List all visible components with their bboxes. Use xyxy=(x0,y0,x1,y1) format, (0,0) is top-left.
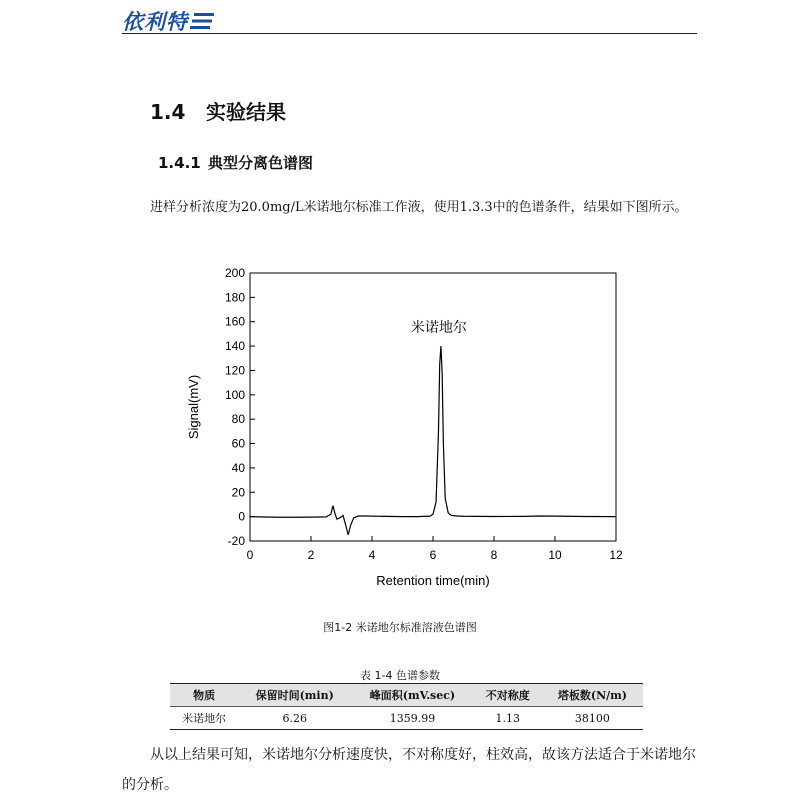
cell-plate-count: 38100 xyxy=(542,707,643,730)
header-substance: 物质 xyxy=(170,684,238,707)
x-tick-label: 4 xyxy=(368,548,376,562)
logo-text: 依利特 xyxy=(122,10,188,34)
y-axis-label: Signal(mV) xyxy=(186,374,201,440)
section-number: 1.4 xyxy=(150,100,186,124)
table-header-row xyxy=(170,684,643,707)
section-title: 实验结果 xyxy=(206,100,286,124)
subsection-number: 1.4.1 xyxy=(158,154,201,172)
plot-frame xyxy=(250,273,616,541)
x-tick-label: 8 xyxy=(490,548,498,562)
header-plate-count: 塔板数(N/m) xyxy=(542,684,643,707)
header-asymmetry: 不对称度 xyxy=(474,684,542,707)
y-tick-label: 200 xyxy=(224,266,245,280)
x-tick-label: 2 xyxy=(307,548,315,562)
header-peak-area: 峰面积(mV.sec) xyxy=(351,684,473,707)
x-tick-label: 10 xyxy=(548,548,562,562)
peak-annotation-label: 米诺地尔 xyxy=(410,320,467,337)
y-tick-label: 80 xyxy=(231,412,245,427)
signal-series-line xyxy=(250,346,616,535)
cell-retention-time: 6.26 xyxy=(238,707,351,730)
table-row xyxy=(170,707,643,730)
y-tick-label: -20 xyxy=(227,534,245,548)
intro-paragraph: 进样分析浓度为20.0mg/L米诺地尔标准工作液，使用1.3.3中的色谱条件，结果如下图所示。 xyxy=(150,200,688,215)
y-tick-label: 60 xyxy=(231,436,245,451)
table-caption: 表 1-4 色谱参数 xyxy=(360,669,440,682)
conclusion-paragraph: 从以上结果可知，米诺地尔分析速度快，不对称度好，柱效高，故该方法适合于米诺地尔的分析。 xyxy=(122,747,696,793)
x-axis-label: Retention time(min) xyxy=(376,573,490,588)
x-tick-label: 6 xyxy=(429,548,437,562)
subsection-title: 典型分离色谱图 xyxy=(208,154,314,172)
y-tick-label: 20 xyxy=(231,485,245,500)
header-retention-time: 保留时间(min) xyxy=(238,684,351,707)
y-tick-label: 140 xyxy=(224,339,245,354)
y-tick-label: 160 xyxy=(224,314,245,329)
y-tick-label: 180 xyxy=(224,290,245,305)
x-tick-label: 0 xyxy=(246,548,254,562)
y-tick-label: 100 xyxy=(224,387,245,402)
cell-peak-area: 1359.99 xyxy=(351,707,473,730)
chromatography-params-table xyxy=(170,683,643,730)
y-tick-label: 120 xyxy=(224,363,245,378)
x-tick-label: 12 xyxy=(609,548,623,562)
cell-substance: 米诺地尔 xyxy=(170,707,238,730)
y-tick-label: 40 xyxy=(231,460,245,475)
figure-caption: 图1-2 米诺地尔标准溶液色谱图 xyxy=(323,621,477,634)
y-tick-label: 0 xyxy=(238,509,245,524)
cell-asymmetry: 1.13 xyxy=(474,707,542,730)
